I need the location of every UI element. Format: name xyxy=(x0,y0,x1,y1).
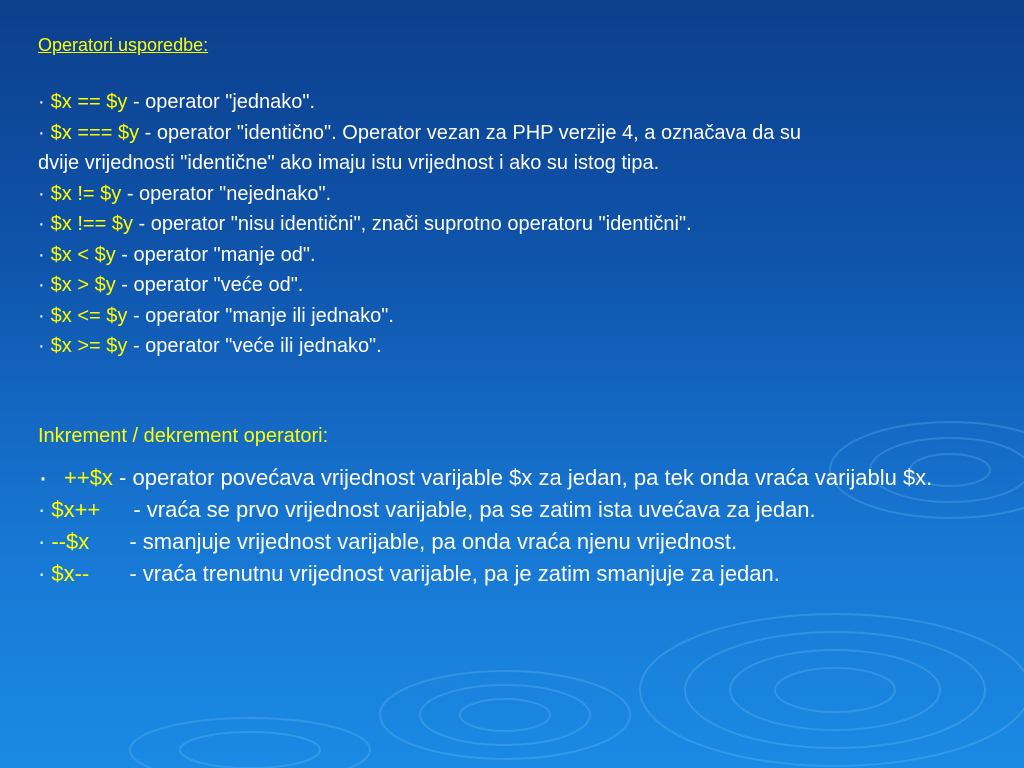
list-item xyxy=(38,240,998,271)
bullet-icon: · xyxy=(38,497,46,522)
operator-description: - operator "manje ili jednako". xyxy=(127,304,394,327)
bullet-icon: · xyxy=(38,335,45,357)
list-item xyxy=(38,558,998,590)
operator-code: $x < $y xyxy=(50,243,116,266)
operator-description: - operator "veće od". xyxy=(115,274,304,296)
operator-code: $x-- xyxy=(51,561,90,586)
operator-description: - vraća trenutnu vrijednost varijable, pa je zatim smanjuje za jedan. xyxy=(129,561,780,586)
increment-operators-list xyxy=(38,462,998,590)
list-item xyxy=(38,301,998,332)
operator-code: $x === $y xyxy=(50,121,140,144)
operator-code: $x !== $y xyxy=(50,213,133,235)
operator-description: - smanjuje vrijednost varijable, pa onda vraća njenu vrijednost. xyxy=(129,529,738,554)
operator-description: - operator "veće ili jednako". xyxy=(127,335,382,357)
bullet-icon: · xyxy=(38,182,45,205)
bullet-icon: · xyxy=(38,561,46,586)
operator-code: --$x xyxy=(51,529,90,554)
increment-operators-title: Inkrement / dekrement operatori: xyxy=(38,425,329,447)
operator-description: - operator "manje od". xyxy=(115,243,316,266)
operator-description: - vraća se prvo vrijednost varijable, pa se zatim ista uvećava za jedan. xyxy=(133,497,816,522)
list-item xyxy=(38,526,998,558)
operator-code: $x++ xyxy=(51,497,101,522)
operator-description: - operator "jednako". xyxy=(127,91,316,113)
operator-description: - operator povećava vrijednost varijable $x za jedan, pa tek onda vraća varijablu $x. xyxy=(112,465,933,490)
comparison-operators-title: Operatori usporedbe: xyxy=(38,35,209,55)
operator-description: - operator "nisu identični", znači suprotno operatoru "identični". xyxy=(132,213,692,235)
bullet-icon: · xyxy=(38,91,45,113)
comparison-operators-list xyxy=(38,87,998,362)
operator-description: - operator "identično". Operator vezan za PHP verzije 4, a označava da su dvije vrijednosti "identične" ako imaju istu vrijednost i ako su istog tipa. xyxy=(38,121,802,174)
operator-code: $x != $y xyxy=(50,182,122,205)
list-item xyxy=(38,462,988,494)
bullet-icon: · xyxy=(38,213,45,235)
bullet-icon: · xyxy=(38,461,48,494)
list-item xyxy=(38,494,998,526)
operator-code: $x > $y xyxy=(50,274,116,296)
list-item xyxy=(38,270,998,301)
operator-description: - operator "nejednako". xyxy=(121,182,332,205)
operator-code: $x <= $y xyxy=(50,304,128,327)
slide-content xyxy=(38,0,998,768)
operator-code: $x >= $y xyxy=(50,335,128,357)
list-item xyxy=(38,87,998,118)
bullet-icon: · xyxy=(38,121,45,144)
list-item xyxy=(38,118,838,179)
bullet-icon: · xyxy=(38,274,45,296)
bullet-icon: · xyxy=(38,529,46,554)
bullet-icon: · xyxy=(38,243,45,266)
bullet-icon: · xyxy=(38,304,45,327)
list-item xyxy=(38,209,998,240)
list-item xyxy=(38,179,998,210)
operator-code: $x == $y xyxy=(50,91,128,113)
list-item xyxy=(38,331,998,362)
operator-code: ++$x xyxy=(64,465,113,490)
